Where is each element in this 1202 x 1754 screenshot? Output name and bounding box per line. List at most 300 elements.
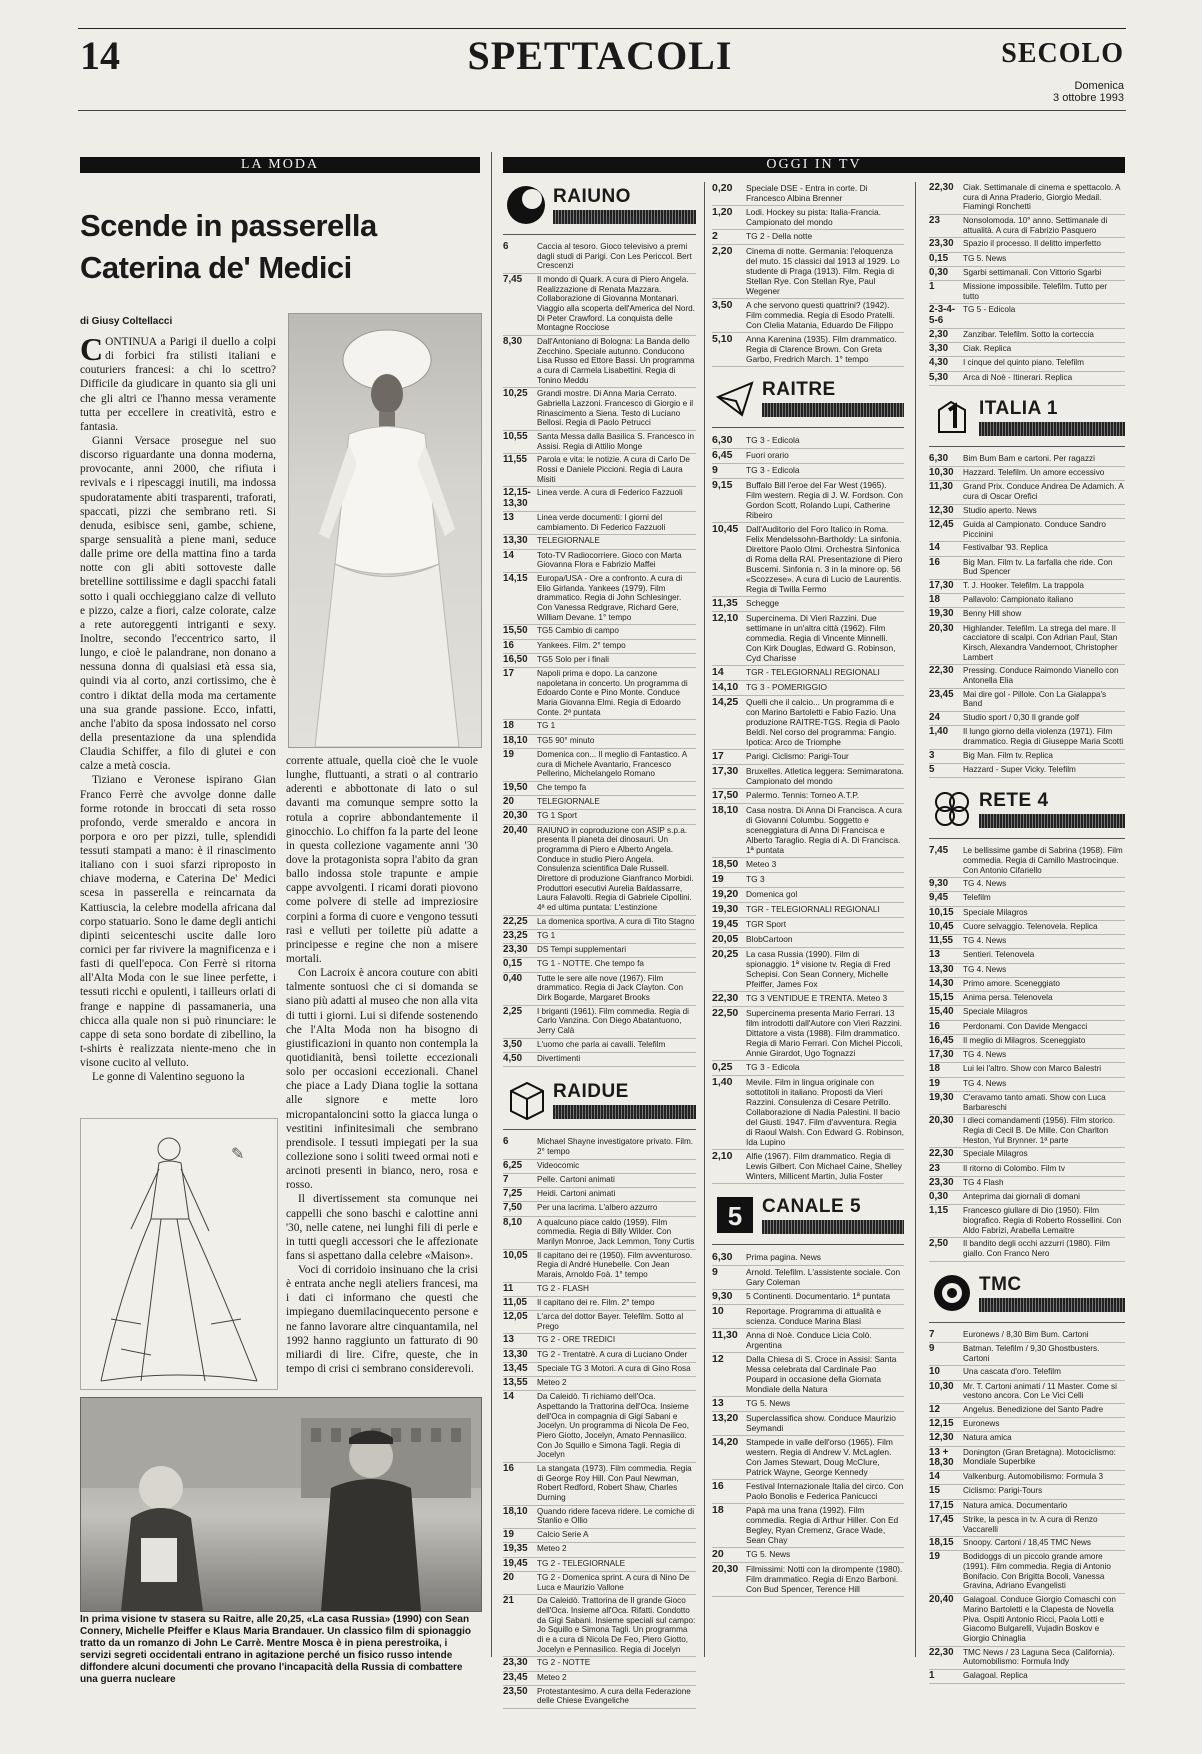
program-row <box>929 557 1125 580</box>
program-description: Grand Prix. Conduce Andrea De Adamich. A cura di Oscar Orefici <box>963 482 1124 502</box>
channel-header-raitre <box>712 375 904 428</box>
program-row <box>929 608 1125 622</box>
program-row <box>503 1297 696 1311</box>
program-row <box>503 1463 696 1506</box>
program-row <box>929 304 1125 329</box>
program-row <box>712 681 904 696</box>
program-row <box>929 1115 1125 1148</box>
program-description: Bruxelles. Atletica leggera: Semimaratona. Campionato del mondo <box>746 766 904 786</box>
program-row <box>503 1039 696 1053</box>
program-time: 9,30 <box>929 878 949 890</box>
column-divider <box>491 152 492 1657</box>
program-row <box>712 903 904 918</box>
program-time: 2,20 <box>712 245 733 257</box>
program-row <box>503 1202 696 1216</box>
program-time: 16,50 <box>503 653 528 665</box>
program-description: Hazzard - Super Vicky. Telefilm <box>963 764 1076 774</box>
article-paragraph: Con Lacroix è ancora couture con abiti talmente sontuosi che ci si domanda se siano più adatti al museo che non alla vita di tutti i giorni. Lui si difende sostenendo che l'Alta Moda non ha bisogno di giustificazioni in quanto non contempla la quotidianità, bensì toilette eccezionali solo per occasioni eccezionali. Chanel che piace a Lady Diana toglie la sottana alle signore e mette loro micropantaloncini sotto la giacca lunga o vestitini infinitesimali che sembrano prendisole. I tessuti impiegati per la sua collezione sono i soliti tweed ormai noti e arcinoti presenti in bianco, nero, rosa e rosso. <box>286 967 479 1192</box>
program-time: 14 <box>929 1471 940 1483</box>
program-row <box>929 505 1125 519</box>
program-row <box>929 921 1125 935</box>
program-description: Highlander. Telefilm. La strega del mare. Il cacciatore di scalpi. Con Adrian Paul, Stan Kirsch, Alexandra Vandernoot, Christopher Lambert <box>963 623 1118 662</box>
program-description: La domenica sportiva. A cura di Tito Stagno <box>537 916 695 926</box>
program-time: 19 <box>929 1551 940 1563</box>
tv-column-2 <box>712 182 904 1597</box>
program-description: Europa/USA - Ore a confronto. A cura di Elio Girlanda. Yankees (1979). Film drammatico. Regia di John Schlesinger. Con Vanessa Redgrave, Richard Gere, William Devane. 1° tempo <box>537 573 683 622</box>
program-row <box>503 1657 696 1671</box>
program-row <box>503 1006 696 1039</box>
program-time: 20 <box>712 1548 724 1560</box>
program-description: Casa nostra. Di Anna Di Francisca. A cura di Giovanni Columbu. Soggetto e sceneggiatura di Anna Di Francisca e Alberto Taraglio. Regia di A. Di Francisca. 1ª puntata <box>746 805 902 855</box>
program-row <box>712 1150 904 1184</box>
program-row <box>503 1311 696 1334</box>
program-description: TG 5. News <box>963 253 1007 263</box>
program-time: 12,30 <box>929 1432 954 1444</box>
program-description: 5 Continenti. Documentario. 1ª puntata <box>746 1291 891 1301</box>
program-description: TG 1 <box>537 930 556 940</box>
program-description: Linea verde documenti: I giorni del cambiamento. Di Federico Fazzuoli <box>537 512 666 532</box>
program-description: A qualcuno piace caldo (1959). Film commedia. Regia di Billy Wilder. Con Marilyn Monroe, Jack Lemmon, Tony Curtis <box>537 1217 695 1246</box>
tv-column-3 <box>929 182 1125 1684</box>
program-description: Valkenburg. Automobilismo: Formula 3 <box>963 1472 1104 1482</box>
program-row <box>712 992 904 1007</box>
program-time: 2,10 <box>712 1150 733 1162</box>
program-row <box>929 580 1125 594</box>
program-time: 21 <box>503 1595 514 1607</box>
channel-name-raitre: RAITRE <box>762 379 836 400</box>
program-time: 19 <box>712 873 724 885</box>
program-time: 17,50 <box>712 789 739 801</box>
program-description: Anteprima dai giornali di domani <box>963 1192 1080 1202</box>
program-time: 19,20 <box>712 888 739 900</box>
program-time: 7,50 <box>503 1202 523 1214</box>
program-row <box>503 1363 696 1377</box>
program-time: 17 <box>503 668 514 679</box>
program-row <box>929 1551 1125 1594</box>
model-photo <box>288 313 482 748</box>
program-row <box>929 665 1125 688</box>
program-description: Pressing. Conduce Raimondo Vianello con Antonella Elia <box>963 666 1119 686</box>
program-time: 12 <box>929 1403 940 1415</box>
program-description: Reportage. Programma di attualità e scienza. Conduce Marina Blasi <box>746 1306 882 1326</box>
program-time: 19,30 <box>929 608 954 620</box>
program-description: Snoopy. Cartoni / 18,45 TMC News <box>963 1538 1092 1548</box>
program-time: 8,30 <box>503 336 523 348</box>
program-time: 17,30 <box>712 765 739 777</box>
program-time: 23,45 <box>929 688 954 700</box>
program-row <box>503 1506 696 1529</box>
program-description: Natura amica <box>963 1433 1012 1443</box>
program-row <box>929 357 1125 371</box>
program-description: Supercinema. Di Vieri Razzini. Due settimane in un'altra città (1962). Film commedia. Regia di Vincente Minnelli. Con Kirk Douglas, Edward G. Robinson, Cyd Charisse <box>746 613 896 663</box>
program-description: Caccia al tesoro. Gioco televisivo a premi dagli studi di Parigi. Con Les Periccol. Bert Crescenzi <box>537 242 692 271</box>
program-description: Perdonami. Con Davide Mengacci <box>963 1021 1088 1031</box>
program-row <box>503 973 696 1006</box>
program-row <box>929 1447 1125 1472</box>
program-row <box>503 958 696 972</box>
program-row <box>712 1436 904 1480</box>
program-row <box>929 1418 1125 1432</box>
program-description: Hazzard. Telefilm. Un amore eccessivo <box>963 468 1105 478</box>
program-time: 17,30 <box>929 579 954 591</box>
program-row <box>503 1391 696 1463</box>
program-row <box>503 1543 696 1557</box>
program-description: Studio aperto. News <box>963 505 1037 515</box>
program-row <box>929 623 1125 666</box>
program-description: Buffalo Bill l'eroe del Far West (1965). Film western. Regia di J. W. Fordson. Con Gordon Scott, Rolando Lupi, Catherine Ribeiro <box>746 480 903 520</box>
program-row <box>929 182 1125 215</box>
channel-header-raiuno <box>503 182 696 235</box>
program-row <box>503 1377 696 1391</box>
column-divider <box>704 182 705 1657</box>
program-description: C'eravamo tanto amati. Show con Luca Barbareschi <box>963 1092 1106 1112</box>
program-time: 12,05 <box>503 1311 528 1323</box>
program-description: TG 4 Flash <box>963 1177 1004 1187</box>
program-description: Mevile. Film in lingua originale con sottotitoli in italiano. Proposti da Vieri Razzini. Consulenza di Cesare Petrillo. Collaborazione di Nadia Palestini. Il bacio del Giusti. 1947. Film d'avventura. Regia di Raoul Walsh. Con Edward G. Robinson, Ida Lupino <box>746 1077 904 1147</box>
program-row <box>929 1148 1125 1162</box>
model-silhouette-icon <box>289 314 481 747</box>
program-description: Dall'Antoniano di Bologna: La Banda dello Zecchino. Speciale autunno. Conducono Lisa Russo ed Ettore Bassi. Un programma a cura di Carmela Lisabettini. Regia di Tonino Meddu <box>537 337 695 385</box>
program-row <box>929 281 1125 304</box>
program-time: 7,25 <box>503 1188 523 1200</box>
program-description: TG 2 - Domenica sprint. A cura di Nino De Luca e Maurizio Vallone <box>537 1572 690 1592</box>
program-row <box>503 1053 696 1067</box>
program-description: Michael Shayne investigatore privato. Film. 2° tempo <box>537 1137 694 1156</box>
program-row <box>503 640 696 654</box>
program-time: 6,30 <box>712 1251 733 1263</box>
program-row <box>503 1217 696 1250</box>
program-description: Dall'Auditorio del Foro Italico in Roma. Felix Mendelssohn-Bartholdy: La sinfonia. Direttore Paolo Olmi. Orchestra Sinfonica di Roma della RAI. Presentazione di Piero Buscemi. Sinfonia n. 3 in la minore op. 56 «Scozzese». A cura di Lucio de Laurentis. Regia di Twilla Fermo <box>746 524 903 594</box>
program-row <box>503 1672 696 1686</box>
program-row <box>929 215 1125 238</box>
program-description: Anna di Noè. Conduce Licia Colò. Argentina <box>746 1330 872 1350</box>
program-time: 7,45 <box>929 845 949 857</box>
program-description: Calcio Serie A <box>537 1530 589 1540</box>
program-row <box>503 1334 696 1348</box>
program-description: TELEGIORNALE <box>537 536 600 546</box>
program-row <box>712 666 904 681</box>
program-time: 19,50 <box>503 781 528 793</box>
channel-band <box>979 814 1125 828</box>
program-description: Per una lacrima. L'albero azzurro <box>537 1203 658 1213</box>
program-time: 9 <box>929 1342 935 1354</box>
program-row <box>929 750 1125 764</box>
channel-name-raiuno: RAIUNO <box>553 186 631 207</box>
program-description: I cinque del quinto piano. Telefilm <box>963 358 1084 368</box>
program-description: Cinema di notte. Germania: l'eloquenza del muto. 15 classici dal 1913 al 1929. Lo studente di Praga (1913). Film. Regia di Stellan Rye. Con Stellan Rye, Paul Wegener <box>746 246 900 296</box>
program-description: Il ritorno di Colombo. Film tv <box>963 1163 1065 1173</box>
program-row <box>503 550 696 573</box>
program-time: 0,15 <box>929 252 949 264</box>
program-time: 1,40 <box>712 1076 733 1088</box>
program-time: 11,55 <box>929 935 953 947</box>
program-time: 24 <box>929 712 940 724</box>
program-time: 15,15 <box>929 992 954 1004</box>
program-time: 23,30 <box>503 1657 528 1669</box>
program-description: TG 2 - FLASH <box>537 1283 589 1293</box>
program-time: 13 <box>503 1334 514 1346</box>
program-row <box>503 825 696 916</box>
program-description: Meteo 3 <box>746 859 777 869</box>
program-row <box>712 1290 904 1305</box>
program-row <box>929 519 1125 542</box>
section-title: SPETTACOLI <box>467 33 733 78</box>
program-description: Divertimenti <box>537 1053 581 1063</box>
program-description: Euronews / 8,30 Bim Bum. Cartoni <box>963 1329 1089 1339</box>
program-time: 5 <box>929 763 935 775</box>
program-time: 23 <box>929 215 940 227</box>
program-description: Alfie (1967). Film drammatico. Regia di Lewis Gilbert. Con Michael Caine, Shelley Winters, Millicent Martin, Julia Foster <box>746 1151 902 1181</box>
program-description: TG 5. News <box>746 1549 791 1559</box>
channel-band <box>553 210 696 224</box>
program-row <box>712 765 904 789</box>
program-description: Ciak. Settimanale di cinema e spettacolo. A cura di Anna Praderio, Giorgio Medail. Fiamingi Ronchetti <box>963 183 1121 212</box>
program-time: 9,45 <box>929 892 949 904</box>
program-description: TG 4. News <box>963 1050 1007 1060</box>
channel-header-canale5 <box>712 1192 904 1245</box>
channel-header-rete4 <box>929 786 1125 839</box>
program-time: 5,30 <box>929 371 949 383</box>
program-time: 1 <box>929 281 935 293</box>
program-time: 6,45 <box>712 449 733 461</box>
program-description: Meteo 2 <box>537 1378 567 1388</box>
program-time: 13,20 <box>712 1412 739 1424</box>
program-row <box>712 523 904 597</box>
program-time: 22,30 <box>712 992 739 1004</box>
program-row <box>503 1572 696 1595</box>
program-time: 9,15 <box>712 479 733 491</box>
program-row <box>929 1471 1125 1485</box>
program-time: 22,50 <box>712 1007 739 1019</box>
program-time: 12 <box>712 1353 724 1365</box>
program-time: 11,30 <box>712 1329 738 1341</box>
fashion-sketch <box>80 1118 278 1390</box>
program-list-tmc <box>929 1329 1125 1684</box>
program-description: Domenica con... Il meglio di Fantastico. A cura di Michele Avantario, Francesco Pellerino, Michelangelo Romano <box>537 749 687 779</box>
program-time: 13 + 18,30 <box>929 1446 954 1468</box>
program-description: Meteo 2 <box>537 1672 567 1682</box>
program-description: Le bellissime gambe di Sabrina (1958). Film commedia. Regia di Camillo Mastrocinque. Con Antonio Cifariello <box>963 846 1123 875</box>
program-description: DS Tempi supplementari <box>537 945 627 955</box>
program-time: 14 <box>712 666 724 678</box>
program-list-rete4 <box>929 845 1125 1261</box>
program-list-canale5 <box>712 1251 904 1597</box>
program-description: TG 3 <box>746 874 765 884</box>
program-time: 23,45 <box>503 1671 528 1683</box>
program-row <box>929 1366 1125 1380</box>
program-time: 22,30 <box>929 182 954 193</box>
program-row <box>929 1163 1125 1177</box>
program-row <box>503 1349 696 1363</box>
program-time: 0,40 <box>503 972 523 984</box>
program-time: 20,30 <box>712 1563 739 1575</box>
program-description: TG 3 - Edicola <box>746 465 800 475</box>
program-row <box>929 343 1125 357</box>
program-description: Festival Internazionale Italia del circo. Con Paolo Bonolis e Federica Panicucci <box>746 1481 904 1501</box>
program-time: 14 <box>929 542 940 554</box>
program-row <box>712 333 904 367</box>
program-description: TG5 Cambio di campo <box>537 626 619 636</box>
masthead-logo: SECOLO <box>1001 38 1124 69</box>
program-row <box>503 735 696 749</box>
program-description: Speciale DSE - Entra in corte. Di Francesco Albina Brenner <box>746 183 868 203</box>
program-time: 7 <box>503 1173 509 1185</box>
program-description: TG 4. News <box>963 1078 1007 1088</box>
program-description: Ciak. Replica <box>963 344 1012 354</box>
program-row <box>503 512 696 535</box>
article-column-1 <box>80 331 276 1084</box>
program-description: Il capitano dei re. Film. 2° tempo <box>537 1297 655 1307</box>
program-time: 20,30 <box>929 622 954 634</box>
channel-name-canale5: CANALE 5 <box>762 1196 862 1217</box>
program-row <box>929 253 1125 267</box>
program-description: Dalla Chiesa di S. Croce in Assisi: Santa Messa celebrata dal Cardinale Pao Poupard in occasione della Giornata Mondiale della Natura <box>746 1354 897 1394</box>
program-time: 11,05 <box>503 1296 527 1308</box>
program-time: 9,30 <box>712 1290 733 1302</box>
program-time: 1,20 <box>712 206 733 218</box>
program-time: 14,20 <box>712 1436 739 1448</box>
program-description: Galagoal. Replica <box>963 1670 1028 1680</box>
program-description: TG 3 VENTIDUE E TRENTA. Meteo 3 <box>746 993 888 1003</box>
rete4-logo-icon <box>931 788 973 830</box>
program-row <box>712 1397 904 1412</box>
top-rule <box>78 28 1126 29</box>
program-description: Videocomic <box>537 1160 580 1170</box>
program-description: Strike, la pesca in tv. A cura di Renzo Vaccarelli <box>963 1514 1098 1534</box>
program-description: Il meglio di Milagros. Sceneggiato <box>963 1035 1086 1045</box>
program-row <box>929 481 1125 504</box>
program-row <box>929 1049 1125 1063</box>
program-description: Bim Bum Bam e cartoni. Per ragazzi <box>963 453 1095 463</box>
program-row <box>503 944 696 958</box>
program-description: TG 1 <box>537 721 556 731</box>
program-description: TG 2 - TELEGIORNALE <box>537 1558 626 1568</box>
article-paragraph: Le gonne di Valentino seguono la <box>92 1071 245 1084</box>
program-description: Cuore selvaggio. Telenovela. Replica <box>963 921 1098 931</box>
program-time: 4,30 <box>929 357 949 369</box>
program-row <box>929 1647 1125 1670</box>
program-row <box>929 1514 1125 1537</box>
channel-band <box>762 403 904 417</box>
program-time: 23 <box>929 1162 940 1174</box>
program-description: Ciclismo: Parigi-Tours <box>963 1486 1043 1496</box>
program-description: TG 3 - POMERIGGIO <box>746 682 827 692</box>
program-row <box>712 1061 904 1076</box>
program-row <box>929 992 1125 1006</box>
program-description: TG 4. News <box>963 879 1007 889</box>
program-time: 3 <box>929 749 935 761</box>
program-row <box>929 1404 1125 1418</box>
program-description: TGR Sport <box>746 919 787 929</box>
program-time: 15,40 <box>929 1006 954 1018</box>
program-time: 18,15 <box>929 1537 954 1549</box>
program-time: 19 <box>929 1077 940 1089</box>
program-row <box>712 230 904 245</box>
program-description: Una cascata d'oro. Telefilm <box>963 1367 1061 1377</box>
program-description: Telefilm <box>963 893 991 903</box>
channel-band <box>979 422 1125 436</box>
program-description: Donington (Gran Bretagna). Motociclismo: Mondiale Superbike <box>963 1447 1116 1467</box>
channel-name-italia1: ITALIA 1 <box>979 397 1058 419</box>
program-row <box>503 796 696 810</box>
photo-caption: In prima visione tv stasera su Raitre, alle 20,25, «La casa Russia» (1990) con Sean Connery, Michelle Pfeiffer e Klaus Maria Brandauer. Un classico film di spionaggio tratto da un romanzo di John Le Carrè. Mentre Mosca è in piena perestroika, i servizi segreti occidentali entrano in agitazione perché un fisico russo intende diffondere alcuni documenti che provano l'incapacità della Russia di combattere una guerra nucleare <box>80 1614 472 1685</box>
program-description: La stangata (1973). Film commedia. Regia di George Roy Hill. Con Paul Newman, Robert Redford, Robert Shaw, Charles Durning <box>537 1464 692 1503</box>
program-time: 12,15 <box>929 1418 954 1430</box>
channel-band <box>762 1220 904 1234</box>
program-time: 16 <box>503 639 514 651</box>
program-row <box>929 1205 1125 1238</box>
program-row <box>503 274 696 336</box>
program-row <box>929 1063 1125 1077</box>
program-time: 13,30 <box>929 963 954 975</box>
program-description: TG 2 - ORE TREDICI <box>537 1335 616 1345</box>
program-description: TELEGIORNALE <box>537 797 600 807</box>
program-time: 20,30 <box>929 1115 954 1127</box>
program-time: 6,25 <box>503 1159 523 1171</box>
program-description: Speciale Milagros <box>963 1149 1028 1159</box>
program-row <box>929 372 1125 386</box>
program-description: TGR - TELEGIORNALI REGIONALI <box>746 667 880 677</box>
program-description: Natura amica. Documentario <box>963 1500 1068 1510</box>
program-description: TG 1 - NOTTE. Che tempo fa <box>537 959 644 969</box>
program-time: 1,15 <box>929 1205 949 1217</box>
program-row <box>503 810 696 824</box>
program-description: Linea verde. A cura di Federico Fazzuoli <box>537 488 683 498</box>
program-time: 3,30 <box>929 343 949 355</box>
program-time: 22,30 <box>929 665 954 677</box>
program-description: Pelle. Cartoni animati <box>537 1174 615 1184</box>
program-time: 20,05 <box>712 933 739 945</box>
program-time: 20,25 <box>712 948 739 960</box>
program-time: 17,45 <box>929 1513 954 1525</box>
program-description: Yankees. Film. 2° tempo <box>537 640 626 650</box>
article-paragraph: Tiziano e Veronese ispirano Gian Franco Ferrè che avvolge donne dalle forme rotonde in broccati di seta rosso profondo, verde smeraldo e ancora in porpora e oro per pizzi, tulle, splendidi tessuti stampati a mano: è il rinascimento italiano con i suoi sfarzi riproposto in chiave moderna, e Caterina De' Medici scesa in passerella e reincarnata da Kattiuscia, la celebre modella africana dal corpo statuario. Sono le dame degli antichi dipinti seicenteschi uscite dalle loro cornici per far rivivere la magnificenza e i fasti di quell'epoca. Con Ferrè si ritorna all'Alta Moda con le sue linee perfette, i tessuti ricchi e opulenti, i tailleurs orlati di frange e nappine di passamaneria, una chicca alla quale non si può rinunciare: le cappe di seta sono bordate di zibellino, la t-shirts è realizzata niente-meno che in visone cucito al velluto. <box>80 774 276 1070</box>
program-time: 14,30 <box>929 977 954 989</box>
program-description: Superclassifica show. Conduce Maurizio Seymandi <box>746 1413 896 1433</box>
program-row <box>712 597 904 612</box>
program-description: Guida al Campionato. Conduce Sandro Piccinini <box>963 520 1106 539</box>
program-description: Domenica gol <box>746 889 798 899</box>
program-description: TG 3 - Edicola <box>746 435 800 445</box>
program-time: 10,05 <box>503 1249 528 1261</box>
program-description: Lodi. Hockey su pista: Italia-Francia. Campionato del mondo <box>746 207 881 227</box>
drop-cap: C <box>80 331 104 367</box>
article-paragraph: Gianni Versace prosegue nel suo discorso riguardante una donna moderna, provocante, anni 2000, che rifiuta i revivals e i ripescaggi inutili, ma indossa spudoratamente abiti trasparenti, traforati, spaccati, pizzi che sembrano reti. Si denuda, esibisce seni, gambe, schiene, sparge sensualità a piene mani, seduce dalle prime ore della mattina fino a tarda notte con gli abiti sottoveste dalle bretelline sottilissime e dagli spacchi fatali sotto i quali occhieggiano calze di velluto e pizzo, calze a fiori, calze colorate, calze a rete autoreggenti intriganti e sexy. Inoltre, secondo l'eccentrico sarto, il lungo, e cioè le palandrane, non donano a nessuna donna di qualsiasi età essa sia, quindi via al corto, anzi cortissimo, che è contro i diktat della moda ma certamente una sua grande passione. Ecco, infatti, anche l'abito da sposa indossato nel corso della presentazione da una splendida Claudia Schiffer, a filo di glutei e con calze a metà coscia. <box>80 434 276 773</box>
program-time: 12,15-13,30 <box>503 487 531 509</box>
program-time: 13,30 <box>503 1348 528 1360</box>
program-row <box>712 1266 904 1290</box>
program-row <box>712 888 904 903</box>
program-time: 19,30 <box>929 1091 954 1103</box>
program-time: 5,10 <box>712 333 733 345</box>
program-time: 16 <box>503 1463 514 1475</box>
program-row <box>712 479 904 523</box>
program-time: 11 <box>503 1282 514 1294</box>
program-time: 9 <box>712 1266 718 1278</box>
program-description: Il capitano dei re (1950). Film avventuroso. Regia di André Hunebelle. Con Jean Marais, Arnoldo Foà. 1° tempo <box>537 1250 693 1279</box>
program-row <box>929 878 1125 892</box>
program-row <box>503 1686 696 1709</box>
program-row <box>712 696 904 750</box>
program-time: 18,50 <box>712 858 739 870</box>
program-description: Speciale TG 3 Motori. A cura di Gino Rosa <box>537 1363 691 1373</box>
program-time: 19,45 <box>712 918 739 930</box>
program-description: TG 5 - Edicola <box>963 305 1016 315</box>
program-time: 11,55 <box>503 454 527 466</box>
program-description: Bodidoggs di un piccolo grande amore (1991). Film commedia. Regia di Antonio Bonifacio. Con Brigitta Bocoli, Vanessa Gravina, Adriano Evangelisti <box>963 1552 1111 1591</box>
program-time: 3,50 <box>712 299 733 311</box>
program-description: I dieci comandamenti (1956). Film storico. Regia di Cecil B. De Mille. Con Charlton Heston, Yul Brynner. 1ª parte <box>963 1116 1115 1145</box>
